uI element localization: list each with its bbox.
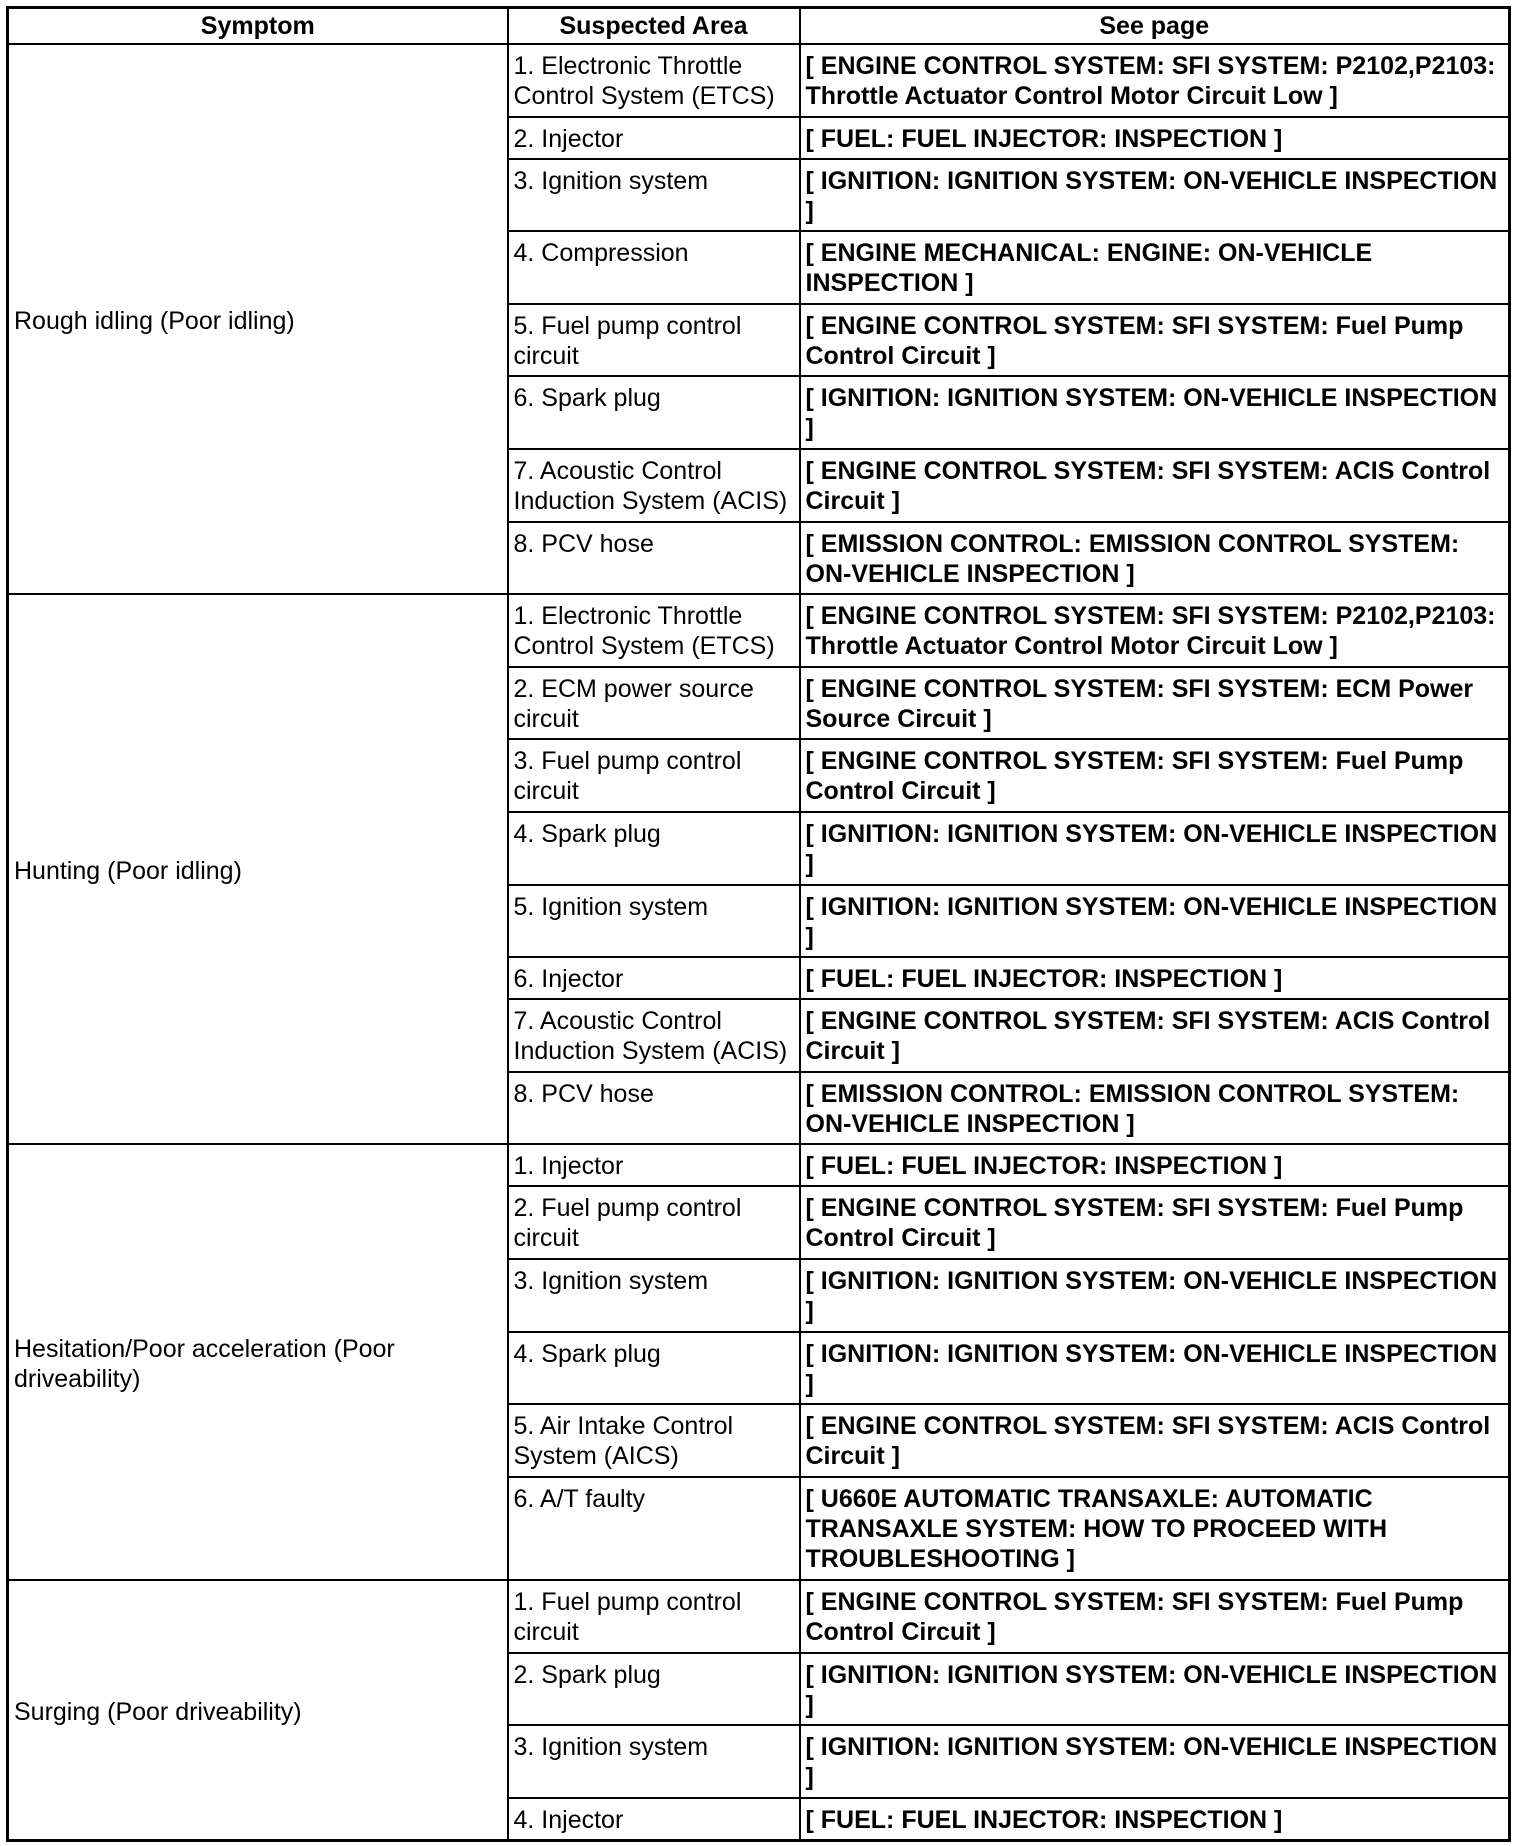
see-page-cell: [ ENGINE CONTROL SYSTEM: SFI SYSTEM: Fuel Pump Control Circuit ] bbox=[800, 1186, 1510, 1259]
suspected-area-cell: 4. Spark plug bbox=[508, 812, 800, 885]
see-page-cell: [ IGNITION: IGNITION SYSTEM: ON-VEHICLE INSPECTION ] bbox=[800, 376, 1510, 449]
suspected-area-cell: 2. Spark plug bbox=[508, 1653, 800, 1726]
see-page-cell: [ ENGINE CONTROL SYSTEM: SFI SYSTEM: P2102,P2103: Throttle Actuator Control Motor Circuit Low ] bbox=[800, 594, 1510, 667]
header-row bbox=[8, 8, 1510, 45]
table-row bbox=[8, 1580, 1510, 1653]
see-page-cell: [ IGNITION: IGNITION SYSTEM: ON-VEHICLE INSPECTION ] bbox=[800, 1332, 1510, 1405]
suspected-area-cell: 6. Injector bbox=[508, 957, 800, 999]
suspected-area-cell: 3. Ignition system bbox=[508, 1725, 800, 1798]
symptom-cell: Hunting (Poor idling) bbox=[8, 594, 508, 1144]
see-page-cell: [ FUEL: FUEL INJECTOR: INSPECTION ] bbox=[800, 117, 1510, 159]
table-row bbox=[8, 1144, 1510, 1186]
suspected-area-cell: 1. Fuel pump control circuit bbox=[508, 1580, 800, 1653]
see-page-cell: [ ENGINE CONTROL SYSTEM: SFI SYSTEM: ACIS Control Circuit ] bbox=[800, 1404, 1510, 1477]
suspected-area-cell: 5. Fuel pump control circuit bbox=[508, 304, 800, 377]
table-row bbox=[8, 594, 1510, 667]
see-page-cell: [ FUEL: FUEL INJECTOR: INSPECTION ] bbox=[800, 1798, 1510, 1841]
see-page-cell: [ IGNITION: IGNITION SYSTEM: ON-VEHICLE INSPECTION ] bbox=[800, 159, 1510, 232]
see-page-cell: [ IGNITION: IGNITION SYSTEM: ON-VEHICLE INSPECTION ] bbox=[800, 885, 1510, 958]
header-see-page: See page bbox=[800, 8, 1510, 45]
symptom-cell: Surging (Poor driveability) bbox=[8, 1580, 508, 1840]
suspected-area-cell: 2. ECM power source circuit bbox=[508, 667, 800, 740]
header-suspected-area: Suspected Area bbox=[508, 8, 800, 45]
suspected-area-cell: 3. Fuel pump control circuit bbox=[508, 739, 800, 812]
suspected-area-cell: 1. Injector bbox=[508, 1144, 800, 1186]
suspected-area-cell: 1. Electronic Throttle Control System (ETCS) bbox=[508, 594, 800, 667]
header-symptom: Symptom bbox=[8, 8, 508, 45]
see-page-cell: [ U660E AUTOMATIC TRANSAXLE: AUTOMATIC TRANSAXLE SYSTEM: HOW TO PROCEED WITH TROUBLESHOOTING ] bbox=[800, 1477, 1510, 1580]
suspected-area-cell: 7. Acoustic Control Induction System (ACIS) bbox=[508, 449, 800, 522]
suspected-area-cell: 4. Injector bbox=[508, 1798, 800, 1841]
see-page-cell: [ ENGINE CONTROL SYSTEM: SFI SYSTEM: ACIS Control Circuit ] bbox=[800, 999, 1510, 1072]
troubleshooting-table bbox=[6, 6, 1511, 1842]
see-page-cell: [ IGNITION: IGNITION SYSTEM: ON-VEHICLE INSPECTION ] bbox=[800, 1653, 1510, 1726]
suspected-area-cell: 7. Acoustic Control Induction System (ACIS) bbox=[508, 999, 800, 1072]
see-page-cell: [ ENGINE CONTROL SYSTEM: SFI SYSTEM: Fuel Pump Control Circuit ] bbox=[800, 739, 1510, 812]
suspected-area-cell: 5. Air Intake Control System (AICS) bbox=[508, 1404, 800, 1477]
suspected-area-cell: 3. Ignition system bbox=[508, 1259, 800, 1332]
suspected-area-cell: 3. Ignition system bbox=[508, 159, 800, 232]
suspected-area-cell: 5. Ignition system bbox=[508, 885, 800, 958]
see-page-cell: [ ENGINE CONTROL SYSTEM: SFI SYSTEM: Fuel Pump Control Circuit ] bbox=[800, 1580, 1510, 1653]
see-page-cell: [ ENGINE CONTROL SYSTEM: SFI SYSTEM: ACIS Control Circuit ] bbox=[800, 449, 1510, 522]
symptom-cell: Rough idling (Poor idling) bbox=[8, 44, 508, 594]
see-page-cell: [ IGNITION: IGNITION SYSTEM: ON-VEHICLE INSPECTION ] bbox=[800, 812, 1510, 885]
suspected-area-cell: 6. Spark plug bbox=[508, 376, 800, 449]
suspected-area-cell: 1. Electronic Throttle Control System (ETCS) bbox=[508, 44, 800, 117]
suspected-area-cell: 2. Fuel pump control circuit bbox=[508, 1186, 800, 1259]
see-page-cell: [ ENGINE CONTROL SYSTEM: SFI SYSTEM: ECM Power Source Circuit ] bbox=[800, 667, 1510, 740]
table-row bbox=[8, 44, 1510, 117]
suspected-area-cell: 6. A/T faulty bbox=[508, 1477, 800, 1580]
suspected-area-cell: 4. Spark plug bbox=[508, 1332, 800, 1405]
see-page-cell: [ IGNITION: IGNITION SYSTEM: ON-VEHICLE INSPECTION ] bbox=[800, 1725, 1510, 1798]
symptom-cell: Hesitation/Poor acceleration (Poor driveability) bbox=[8, 1144, 508, 1580]
see-page-cell: [ FUEL: FUEL INJECTOR: INSPECTION ] bbox=[800, 957, 1510, 999]
see-page-cell: [ IGNITION: IGNITION SYSTEM: ON-VEHICLE INSPECTION ] bbox=[800, 1259, 1510, 1332]
see-page-cell: [ FUEL: FUEL INJECTOR: INSPECTION ] bbox=[800, 1144, 1510, 1186]
see-page-cell: [ ENGINE CONTROL SYSTEM: SFI SYSTEM: Fuel Pump Control Circuit ] bbox=[800, 304, 1510, 377]
see-page-cell: [ ENGINE CONTROL SYSTEM: SFI SYSTEM: P2102,P2103: Throttle Actuator Control Motor Circuit Low ] bbox=[800, 44, 1510, 117]
suspected-area-cell: 2. Injector bbox=[508, 117, 800, 159]
suspected-area-cell: 4. Compression bbox=[508, 231, 800, 304]
see-page-cell: [ EMISSION CONTROL: EMISSION CONTROL SYSTEM: ON-VEHICLE INSPECTION ] bbox=[800, 522, 1510, 595]
see-page-cell: [ ENGINE MECHANICAL: ENGINE: ON-VEHICLE INSPECTION ] bbox=[800, 231, 1510, 304]
see-page-cell: [ EMISSION CONTROL: EMISSION CONTROL SYSTEM: ON-VEHICLE INSPECTION ] bbox=[800, 1072, 1510, 1145]
suspected-area-cell: 8. PCV hose bbox=[508, 522, 800, 595]
suspected-area-cell: 8. PCV hose bbox=[508, 1072, 800, 1145]
table-body bbox=[8, 44, 1510, 1841]
